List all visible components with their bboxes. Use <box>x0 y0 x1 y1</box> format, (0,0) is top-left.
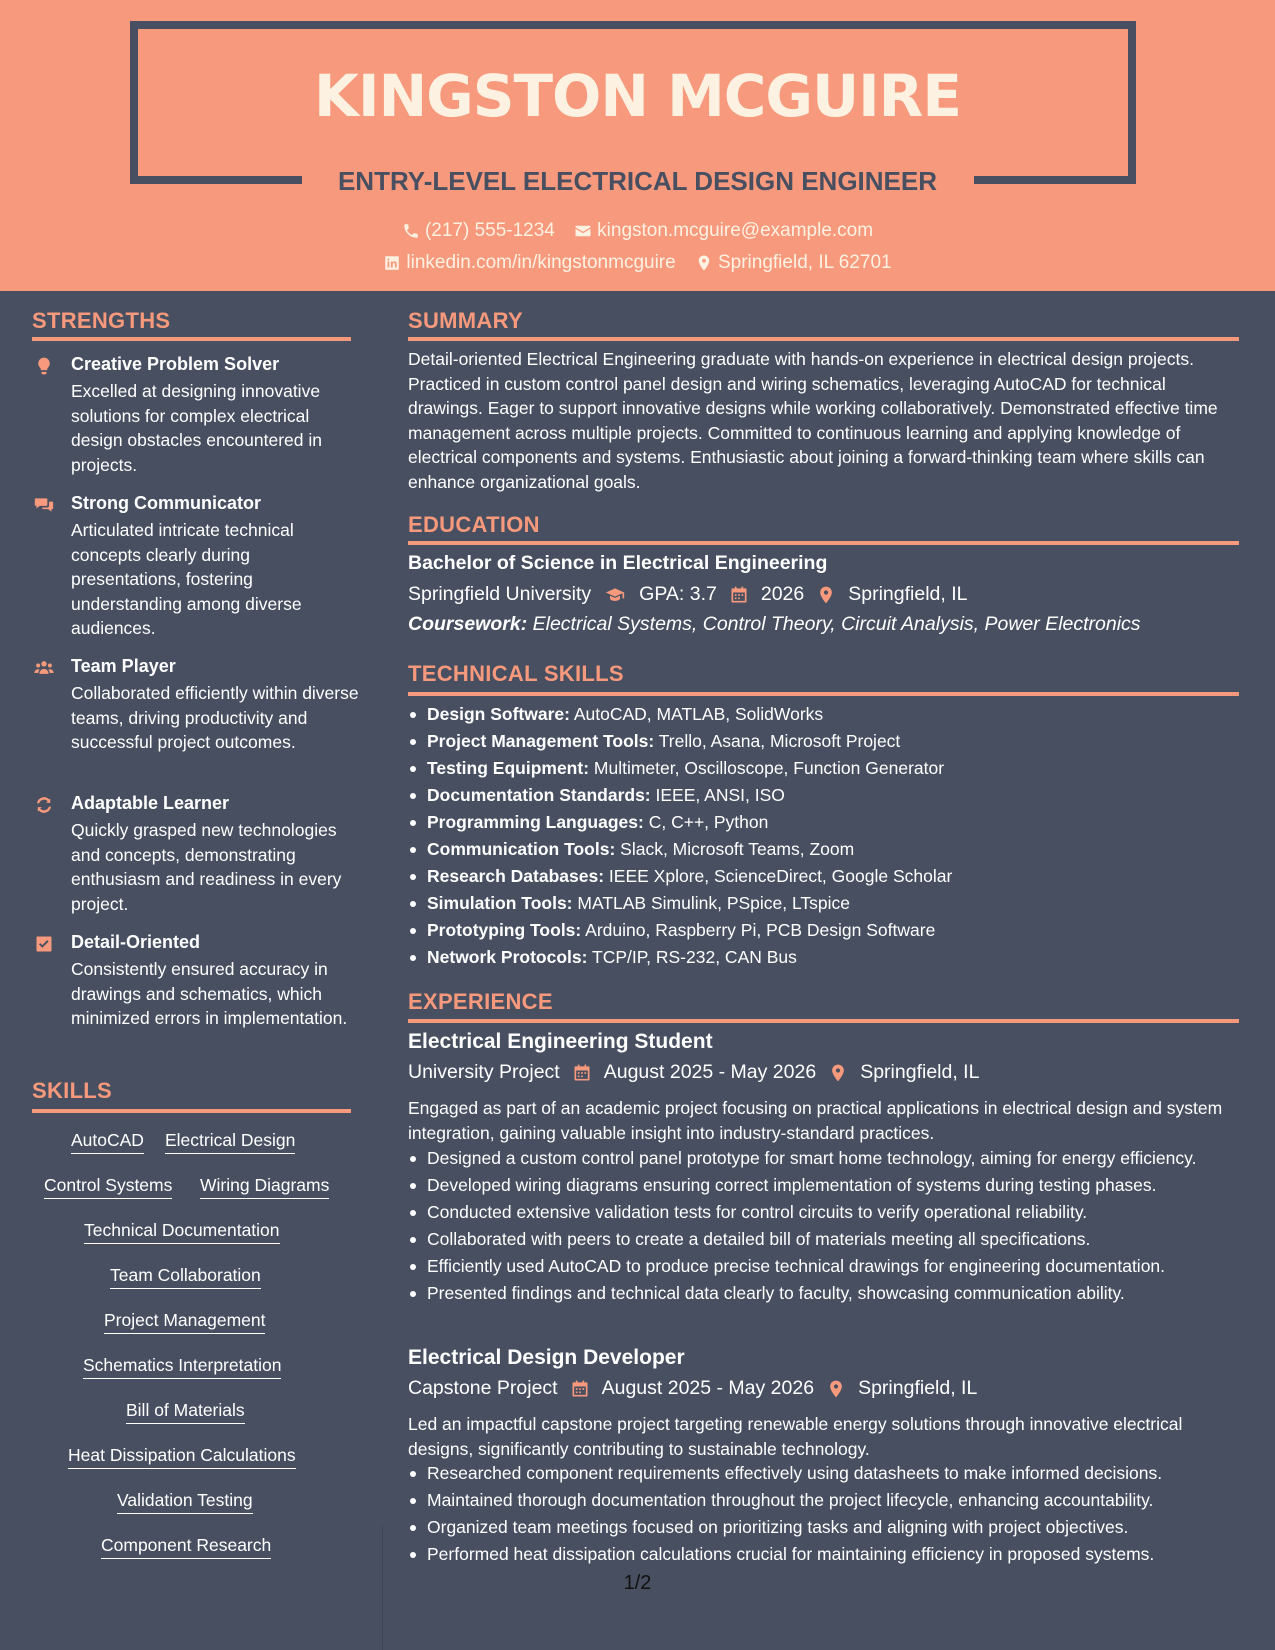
job-meta <box>408 1061 979 1084</box>
strength-title: Detail-Oriented <box>71 932 201 952</box>
education-location: Springfield, IL <box>848 583 968 605</box>
education-meta <box>408 583 967 606</box>
skill-tag: Schematics Interpretation <box>83 1355 281 1379</box>
job-bullets <box>408 1461 1240 1569</box>
skill-tag: Control Systems <box>44 1175 172 1199</box>
education-year: 2026 <box>760 583 805 605</box>
strength-title: Team Player <box>71 656 176 676</box>
list-item: Design Software: AutoCAD, MATLAB, SolidWorks <box>408 701 1240 728</box>
lightbulb-icon <box>34 356 56 376</box>
chat-bubbles-icon <box>34 495 56 515</box>
list-item: Collaborated with peers to create a detailed bill of materials meeting all specifications. <box>408 1227 1240 1252</box>
linkedin-contact[interactable] <box>383 252 675 274</box>
skill-tag: Validation Testing <box>117 1490 253 1514</box>
location-contact <box>695 252 892 274</box>
list-item: Communication Tools: Slack, Microsoft Teams, Zoom <box>408 836 1240 863</box>
summary-text: Detail-oriented Electrical Engineering graduate with hands-on experience in electrical design projects. Practiced in custom control panel design and wiring schematics, leveraging AutoCAD for technical drawings. Eager to support innovative designs while working collaboratively. Demonstrated effective time management across multiple projects. Committed to continuous learning and applying knowledge of electrical components and systems. Enthusiastic about joining a forward-thinking team where skills can enhance organizational goals. <box>408 349 1218 492</box>
experience-rule <box>408 1019 1239 1023</box>
skill-tag: AutoCAD <box>71 1130 144 1154</box>
list-item: Performed heat dissipation calculations crucial for maintaining efficiency in proposed systems. <box>408 1542 1240 1567</box>
users-icon <box>34 658 56 678</box>
list-item: Testing Equipment: Multimeter, Oscilloscope, Function Generator <box>408 755 1240 782</box>
list-item: Prototyping Tools: Arduino, Raspberry Pi, PCB Design Software <box>408 917 1240 944</box>
list-item: Researched component requirements effectively using datasheets to make informed decisions. <box>408 1461 1240 1486</box>
strength-title: Strong Communicator <box>71 493 262 513</box>
strength-desc: Collaborated efficiently within diverse teams, driving productivity and successful project outcomes. <box>71 683 359 752</box>
header-banner <box>0 0 1275 291</box>
list-item: Organized team meetings focused on prioritizing tasks and aligning with project objectives. <box>408 1515 1240 1540</box>
strength-desc: Articulated intricate technical concepts clearly during presentations, fostering understanding among diverse audiences. <box>71 520 302 638</box>
skill-tag: Technical Documentation <box>84 1220 280 1244</box>
list-item: Programming Languages: C, C++, Python <box>408 809 1240 836</box>
graduation-cap-icon <box>603 585 627 605</box>
skills-heading: SKILLS <box>32 1078 113 1103</box>
coursework-label: Coursework: <box>408 613 528 635</box>
refresh-icon <box>34 795 56 815</box>
job-title: ENTRY-LEVEL ELECTRICAL DESIGN ENGINEER <box>337 166 938 196</box>
summary-rule <box>408 337 1239 341</box>
calendar-icon <box>570 1379 590 1399</box>
phone-contact[interactable] <box>402 220 555 242</box>
map-pin-icon <box>826 1379 846 1399</box>
job-org: University Project <box>408 1061 560 1083</box>
strength-desc: Quickly grasped new technologies and concepts, demonstrating enthusiasm and readiness in every project. <box>71 820 342 914</box>
experience-heading: EXPERIENCE <box>408 989 553 1014</box>
location-text: Springfield, IL 62701 <box>717 252 892 273</box>
skill-tag: Bill of Materials <box>126 1400 245 1424</box>
technical-skills-heading: TECHNICAL SKILLS <box>408 661 624 686</box>
email-contact[interactable] <box>574 220 873 242</box>
strength-title: Adaptable Learner <box>71 793 230 813</box>
candidate-name: KINGSTON MCGUIRE <box>314 62 961 130</box>
education-coursework <box>408 613 1141 636</box>
job-dates: August 2025 - May 2026 <box>603 1061 817 1083</box>
list-item: Designed a custom control panel prototype for smart home technology, aiming for energy efficiency. <box>408 1146 1240 1171</box>
job-location: Springfield, IL <box>860 1061 980 1083</box>
map-pin-icon <box>695 254 713 272</box>
list-item: Project Management Tools: Trello, Asana, Microsoft Project <box>408 728 1240 755</box>
skills-rule <box>32 1109 351 1113</box>
coursework-text: Electrical Systems, Control Theory, Circuit Analysis, Power Electronics <box>532 613 1141 635</box>
linkedin-text: linkedin.com/in/kingstonmcguire <box>406 252 676 273</box>
skill-tag: Heat Dissipation Calculations <box>68 1445 296 1469</box>
strengths-rule <box>32 337 351 341</box>
strength-desc: Consistently ensured accuracy in drawings and schematics, which minimized errors in implementation. <box>71 959 348 1028</box>
education-rule <box>408 541 1239 545</box>
list-item: Simulation Tools: MATLAB Simulink, PSpice, LTspice <box>408 890 1240 917</box>
contact-line-2 <box>0 252 1275 278</box>
map-pin-icon <box>828 1063 848 1083</box>
phone-icon <box>402 222 420 240</box>
list-item: Conducted extensive validation tests for control circuits to verify operational reliability. <box>408 1200 1240 1225</box>
strength-title: Creative Problem Solver <box>71 354 280 374</box>
job-intro: Engaged as part of an academic project focusing on practical applications in electrical design and system integration, gaining valuable insight into industry-standard practices. <box>408 1098 1223 1143</box>
strengths-heading: STRENGTHS <box>32 308 171 333</box>
phone-text: (217) 555-1234 <box>424 220 555 241</box>
summary-heading: SUMMARY <box>408 308 523 333</box>
map-pin-icon <box>816 585 836 605</box>
education-degree: Bachelor of Science in Electrical Engineering <box>408 552 828 574</box>
education-school: Springfield University <box>408 583 592 605</box>
skill-tag: Team Collaboration <box>110 1265 261 1289</box>
strength-desc: Excelled at designing innovative solutions for complex electrical design obstacles encountered in projects. <box>71 381 323 475</box>
technical-skills-rule <box>408 692 1239 696</box>
skill-tag: Project Management <box>104 1310 265 1334</box>
technical-skills-list <box>408 701 1240 971</box>
skill-tag: Wiring Diagrams <box>200 1175 329 1199</box>
skill-tag: Electrical Design <box>165 1130 295 1154</box>
contact-line-1 <box>0 220 1275 246</box>
job-org: Capstone Project <box>408 1377 558 1399</box>
checkbox-icon <box>34 934 56 954</box>
list-item: Documentation Standards: IEEE, ANSI, ISO <box>408 782 1240 809</box>
calendar-icon <box>729 585 749 605</box>
job-location: Springfield, IL <box>858 1377 978 1399</box>
job-intro: Led an impactful capstone project targeting renewable energy solutions through innovative electrical designs, significantly contributing to sustainable technology. <box>408 1414 1183 1459</box>
email-text: kingston.mcguire@example.com <box>597 220 874 241</box>
envelope-icon <box>574 222 592 240</box>
linkedin-icon <box>383 254 401 272</box>
education-heading: EDUCATION <box>408 512 540 537</box>
calendar-icon <box>572 1063 592 1083</box>
job-bullets <box>408 1146 1240 1308</box>
list-item: Efficiently used AutoCAD to produce precise technical drawings for engineering documentation. <box>408 1254 1240 1279</box>
page-number: 1/2 <box>623 1572 652 1594</box>
job-role-title: Electrical Engineering Student <box>408 1030 713 1053</box>
list-item: Network Protocols: TCP/IP, RS-232, CAN Bus <box>408 944 1240 971</box>
job-role-title: Electrical Design Developer <box>408 1346 685 1369</box>
education-gpa: GPA: 3.7 <box>639 583 717 605</box>
list-item: Presented findings and technical data clearly to faculty, showcasing communication ability. <box>408 1281 1240 1306</box>
job-dates: August 2025 - May 2026 <box>601 1377 815 1399</box>
list-item: Developed wiring diagrams ensuring correct implementation of systems during testing phases. <box>408 1173 1240 1198</box>
list-item: Research Databases: IEEE Xplore, ScienceDirect, Google Scholar <box>408 863 1240 890</box>
list-item: Maintained thorough documentation throughout the project lifecycle, enhancing accountability. <box>408 1488 1240 1513</box>
skill-tag: Component Research <box>101 1535 271 1559</box>
job-meta <box>408 1377 977 1400</box>
